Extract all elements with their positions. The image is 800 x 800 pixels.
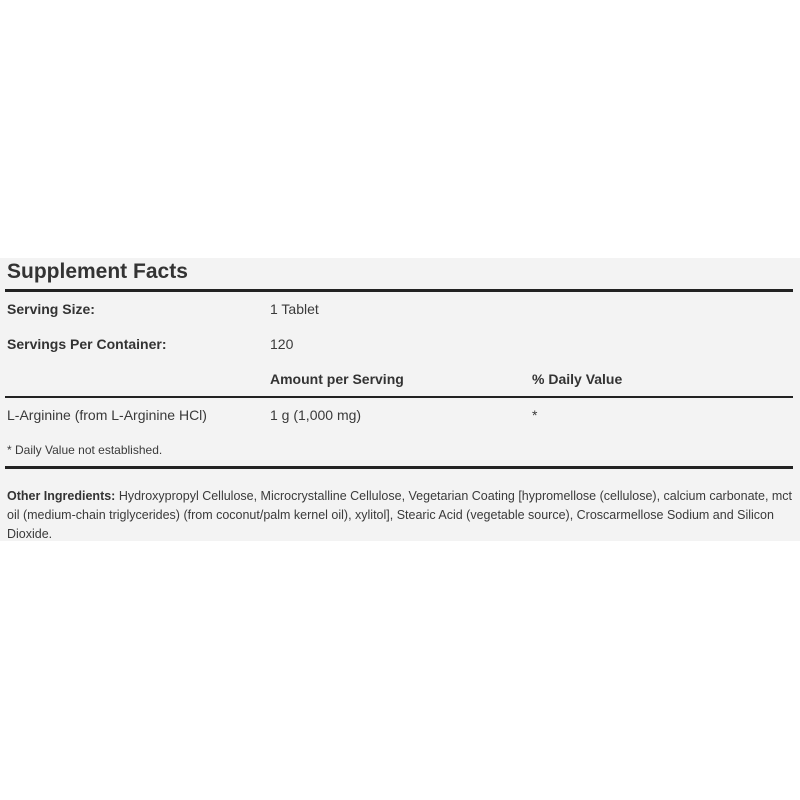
other-ingredients-text: Hydroxypropyl Cellulose, Microcrystalline Cellulose, Vegetarian Coating [hypromellose (cellulose), calcium carbonate, mct oil (medium-chain triglycerides) (from coconut/palm kernel oil), xylitol], Stearic Acid (vegetable source), Croscarmellose Sodium and Silicon Dioxide. xyxy=(7,489,793,541)
nutrient-name: L-Arginine (from L-Arginine HCl) xyxy=(7,407,207,423)
header-divider xyxy=(5,396,793,398)
other-ingredients xyxy=(7,487,793,544)
other-ingredients-label: Other Ingredients: xyxy=(7,489,116,503)
nutrient-amount: 1 g (1,000 mg) xyxy=(270,407,362,423)
daily-value-header: % Daily Value xyxy=(532,371,623,387)
daily-value-footnote: * Daily Value not established. xyxy=(7,443,163,457)
serving-size-value: 1 Tablet xyxy=(270,301,319,317)
servings-per-container-value: 120 xyxy=(270,336,294,352)
amount-per-serving-header: Amount per Serving xyxy=(270,371,404,387)
footnote-divider xyxy=(5,466,793,469)
title-divider xyxy=(5,289,793,292)
nutrient-daily-value: * xyxy=(532,407,538,423)
serving-size-label: Serving Size: xyxy=(7,301,95,317)
supplement-facts-title: Supplement Facts xyxy=(7,260,188,283)
servings-per-container-label: Servings Per Container: xyxy=(7,336,167,352)
